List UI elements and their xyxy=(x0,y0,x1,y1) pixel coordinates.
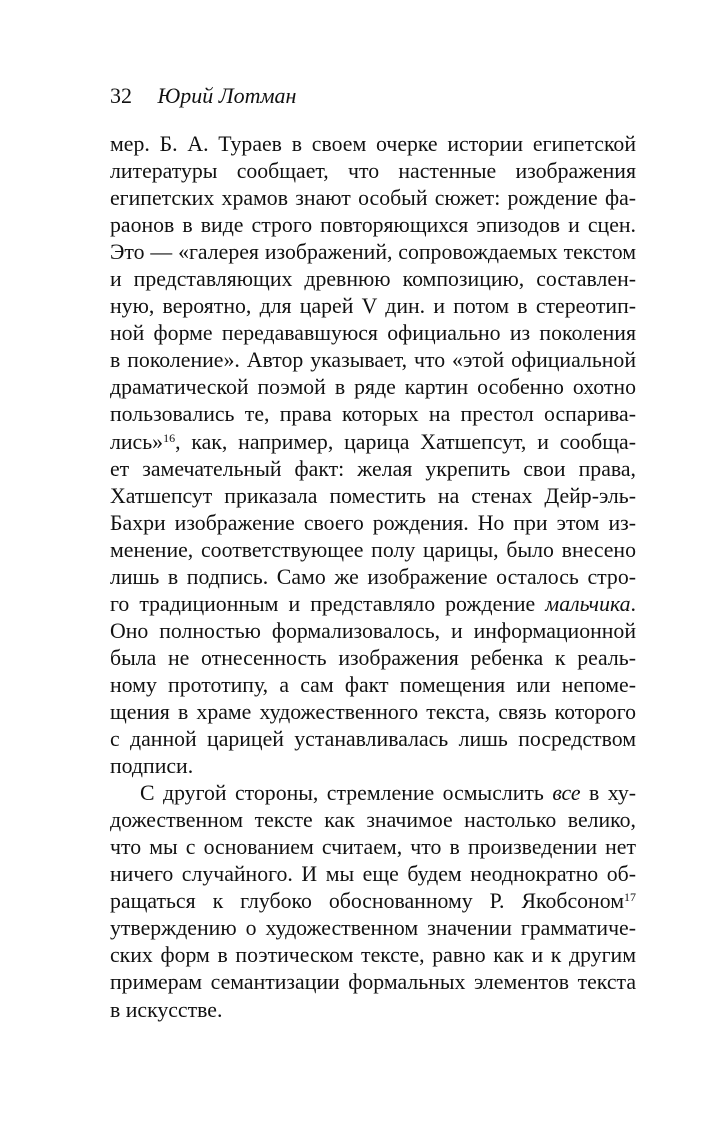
text-segment: Хатшепсут приказала поместить на стенах Дейр-эль- xyxy=(110,483,636,508)
text-line xyxy=(110,564,636,591)
text-segment: пользовались те, права которых на престол оспарива- xyxy=(110,402,636,427)
text-line xyxy=(110,266,636,293)
text-line xyxy=(110,347,636,374)
text-segment: , как, например, царица Хатшепсут, и сообща- xyxy=(175,429,636,454)
text-segment: что мы с основанием считаем, что в произведении нет xyxy=(110,835,636,860)
text-line xyxy=(110,618,636,645)
text-segment: Это — «галерея изображений, сопровождаемых текстом xyxy=(110,240,636,265)
text-segment: го традиционным и представляло рождение xyxy=(110,591,546,616)
text-segment: ских форм в поэтическом тексте, равно как и к другим xyxy=(110,943,636,968)
text-line xyxy=(110,726,636,753)
text-segment: дожественном тексте как значимое настолько велико, xyxy=(110,808,636,833)
text-line xyxy=(110,997,636,1024)
text-segment: драматической поэмой в ряде картин особенно охотно xyxy=(110,375,636,400)
text-line xyxy=(110,131,636,158)
text-segment: в поколение». Автор указывает, что «этой официальной xyxy=(110,348,636,373)
text-segment: раонов в виде строго повторяющихся эпизодов и сцен. xyxy=(110,213,636,238)
text-line xyxy=(110,753,636,780)
text-line xyxy=(110,834,636,861)
text-line xyxy=(110,807,636,834)
text-line xyxy=(110,861,636,888)
body-text xyxy=(110,131,636,1024)
text-line xyxy=(110,158,636,185)
text-line xyxy=(110,537,636,564)
text-segment: Бахри изображение своего рождения. Но при этом из- xyxy=(110,510,636,535)
text-segment: ной форме передававшуюся официально из поколения xyxy=(110,321,636,346)
text-line xyxy=(110,293,636,320)
text-line xyxy=(110,591,636,618)
text-segment: литературы сообщает, что настенные изображения xyxy=(110,159,636,184)
text-segment: ную, вероятно, для царей V дин. и потом в стереотип- xyxy=(110,294,636,319)
text-segment: египетских храмов знают особый сюжет: рождение фа- xyxy=(110,186,636,211)
text-line xyxy=(110,456,636,483)
page-number: 32 xyxy=(110,83,132,108)
running-head xyxy=(110,82,296,110)
text-segment: и представляющих древнюю композицию, составлен- xyxy=(110,267,636,292)
text-segment: . xyxy=(630,591,636,616)
text-segment: лишь в подпись. Само же изображение осталось стро- xyxy=(110,564,636,589)
text-segment: ному прототипу, а сам факт помещения или непоме- xyxy=(110,672,636,697)
text-segment: была не отнесенность изображения ребенка к реаль- xyxy=(110,645,636,670)
text-line xyxy=(110,888,636,915)
text-line xyxy=(110,401,636,428)
italic-emphasis: мальчика xyxy=(545,591,631,616)
text-segment: Оно полностью формализовалось, и информационной xyxy=(110,618,636,643)
text-line xyxy=(110,212,636,239)
text-line xyxy=(110,374,636,401)
text-line xyxy=(110,483,636,510)
text-line xyxy=(110,510,636,537)
text-segment: ращаться к глубоко обоснованному Р. Якобсоном xyxy=(110,889,624,914)
running-head-author: Юрий Лотман xyxy=(157,83,297,108)
text-segment: щения в храме художественного текста, связь которого xyxy=(110,699,636,724)
text-line xyxy=(110,915,636,942)
text-segment: менение, соответствующее полу царицы, было внесено xyxy=(110,537,636,562)
text-line xyxy=(110,942,636,969)
text-line xyxy=(110,239,636,266)
text-line xyxy=(110,969,636,996)
text-line xyxy=(110,185,636,212)
text-segment: С другой стороны, стремление осмыслить xyxy=(140,781,553,806)
text-segment: примерам семантизации формальных элементов текста xyxy=(110,970,636,995)
text-segment: мер. Б. А. Тураев в своем очерке истории египетской xyxy=(110,132,636,156)
text-line xyxy=(110,699,636,726)
text-line xyxy=(110,645,636,672)
text-segment: ет замечательный факт: желая укрепить свои права, xyxy=(110,456,636,481)
text-segment: подписи. xyxy=(110,754,194,779)
text-segment: с данной царицей устанавливалась лишь посредством xyxy=(110,727,636,752)
text-segment: в ху- xyxy=(580,781,636,806)
text-line xyxy=(110,672,636,699)
text-segment: ничего случайного. И мы еще будем неоднократно об- xyxy=(110,862,636,887)
footnote-marker: 17 xyxy=(624,890,636,905)
text-line xyxy=(110,780,636,807)
footnote-marker: 16 xyxy=(163,430,176,445)
text-segment: лись» xyxy=(110,429,164,454)
text-segment: в искусстве. xyxy=(110,997,223,1022)
text-line xyxy=(110,320,636,347)
text-segment: утверждению о художественном значении грамматиче- xyxy=(110,916,636,941)
italic-emphasis: все xyxy=(552,781,581,806)
text-line xyxy=(110,429,636,456)
